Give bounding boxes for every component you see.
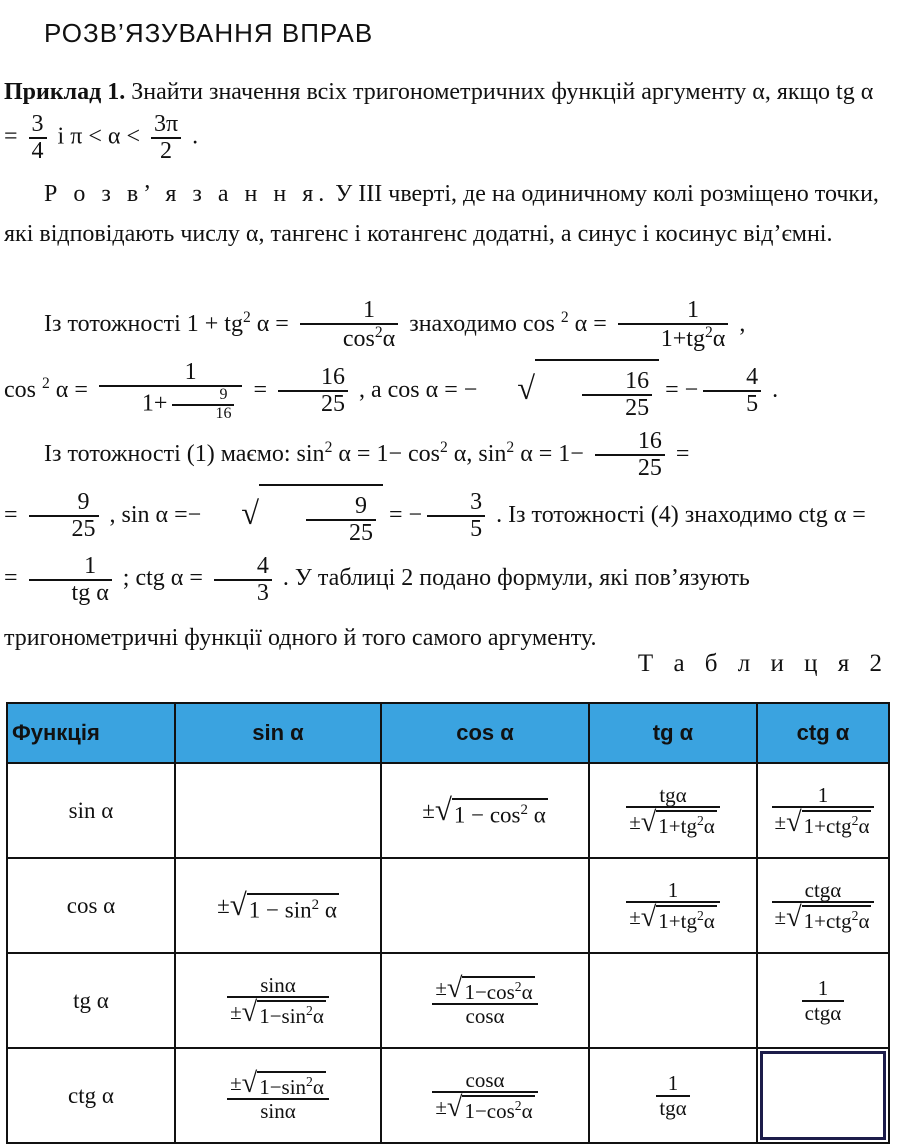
row-label-sin: sin α: [7, 763, 175, 858]
fraction-1-over-1-plus-tg2: $\frac{1}{1+tg^2\alpha}$: [618, 298, 729, 352]
table-row: [7, 763, 889, 858]
cell-cos-via-ctg: $\frac{\text{ctgα}}{\pm√1+ctg^2\alpha}$: [757, 858, 889, 953]
cell-sin-via-tg: $\frac{\text{tgα}}{\pm√1+tg^2\alpha}$: [589, 763, 757, 858]
fraction-4-5: $\frac{4}{5}$: [703, 365, 761, 417]
fraction-3-5: $\frac{3}{5}$: [427, 490, 485, 542]
example-label: Приклад 1.: [4, 79, 126, 105]
cell-cos-via-sin: $\pm√1 - \sin^2 \alpha$: [175, 858, 381, 953]
identity-paragraph-1: Із тотожності $1 + tg^2$ α = $\frac{1}{\cos^2\alpha}$ знаходимо cos $^2$ α = $\frac{1}{1+tg^2\alpha}$ , cos $^2$ α = 1 1+ $\frac{9}{16}$ = $\frac{16}{25}$ , а cos α = − √ $\frac{16}{25}$ = − $\frac{4}{5}$ .: [4, 297, 779, 423]
trig-formulas-table: [6, 702, 890, 1144]
cell-empty: [175, 763, 381, 858]
cell-tg-via-sin: $\frac{\sin\alpha}{\pm√1-\sin^2\alpha}$: [175, 953, 381, 1048]
table-row: [7, 858, 889, 953]
header-function: Функція: [7, 703, 175, 763]
row-label-ctg: ctg α: [7, 1048, 175, 1143]
sqrt-16-25: √ $\frac{16}{25}$: [477, 359, 659, 423]
cell-empty-marked: [757, 1048, 889, 1143]
fraction-4-3: $\frac{4}{3}$: [214, 554, 272, 606]
identity-paragraph-2: Із тотожності (1) маємо: $\sin^2 \alpha = 1- \cos^2 \alpha$, $\sin^2 \alpha = 1-$ $\frac{16}{25}$ = = $\frac{9}{25}$ , sin α =− √ $\frac{9}{25}$ = − $\frac{3}{5}$ . Із тотожності (4) знаходимо ctg α = = $\frac{1}{\text{tg α}}$ ; ctg α = $\frac{4}{3}$ . У таблиці 2 подано формули, які пов’язують тригонометричні функції одного й того самого аргументу.: [4, 428, 866, 652]
example-1: Приклад 1. Знайти значення всіх тригонометричних функцій аргументу α, якщо tg α = $\frac{3}{4}$ і π < α < $\frac{3\pi}{2}$ .: [4, 79, 874, 165]
header-tg: tg α: [589, 703, 757, 763]
header-ctg: ctg α: [757, 703, 889, 763]
fraction-9-25: $\frac{9}{25}$: [29, 490, 99, 542]
header-cos: cos α: [381, 703, 589, 763]
cell-sin-via-ctg: $\frac{1}{\pm√1+ctg^2\alpha}$: [757, 763, 889, 858]
cell-ctg-via-tg: $\frac{1}{\text{tgα}}$: [589, 1048, 757, 1143]
cell-empty: [589, 953, 757, 1048]
row-label-cos: cos α: [7, 858, 175, 953]
cell-tg-via-ctg: $\frac{1}{\text{ctgα}}$: [757, 953, 889, 1048]
fraction-1-over-tg: $\frac{1}{\text{tg α}}$: [29, 554, 112, 606]
header-sin: sin α: [175, 703, 381, 763]
cell-empty: [381, 858, 589, 953]
table-caption: Т а б л и ц я 2: [637, 650, 889, 677]
cell-cos-via-tg: $\frac{1}{\pm√1+tg^2\alpha}$: [589, 858, 757, 953]
cell-ctg-via-cos: $\frac{\cos\alpha}{\pm√1-\cos^2\alpha}$: [381, 1048, 589, 1143]
fraction-16-25: $\frac{16}{25}$: [278, 365, 348, 417]
tg-fraction: $\frac{3}{4}$: [29, 112, 47, 164]
cell-sin-via-cos: $\pm√1 - \cos^2 \alpha$: [381, 763, 589, 858]
fraction-16-25-b: $\frac{16}{25}$: [595, 429, 665, 481]
bound-fraction: $\frac{3\pi}{2}$: [151, 112, 181, 164]
table-row: [7, 953, 889, 1048]
fraction-1-over-cos2: $\frac{1}{\cos^2\alpha}$: [300, 298, 398, 352]
table-row: [7, 1048, 889, 1143]
solution-paragraph: Р о з в’ я з а н н я. У ІІІ чверті, де на одиничному колі розміщено точки, які відповідають числу α, тангенс і котангенс додатні, а синус і косинус від’ємні.: [4, 181, 879, 247]
sqrt-9-25: √ $\frac{9}{25}$: [201, 484, 383, 548]
cell-tg-via-cos: $\frac{\pm√1-\cos^2\alpha}{\cos\alpha}$: [381, 953, 589, 1048]
nested-fraction: 1 1+ $\frac{9}{16}$: [99, 360, 243, 423]
solution-label: Р о з в’ я з а н н я.: [44, 181, 330, 207]
row-label-tg: tg α: [7, 953, 175, 1048]
cell-ctg-via-sin: $\frac{\pm√1-\sin^2\alpha}{\sin\alpha}$: [175, 1048, 381, 1143]
table-header-row: [7, 703, 889, 763]
section-heading: РОЗВ’ЯЗУВАННЯ ВПРАВ: [44, 18, 374, 48]
